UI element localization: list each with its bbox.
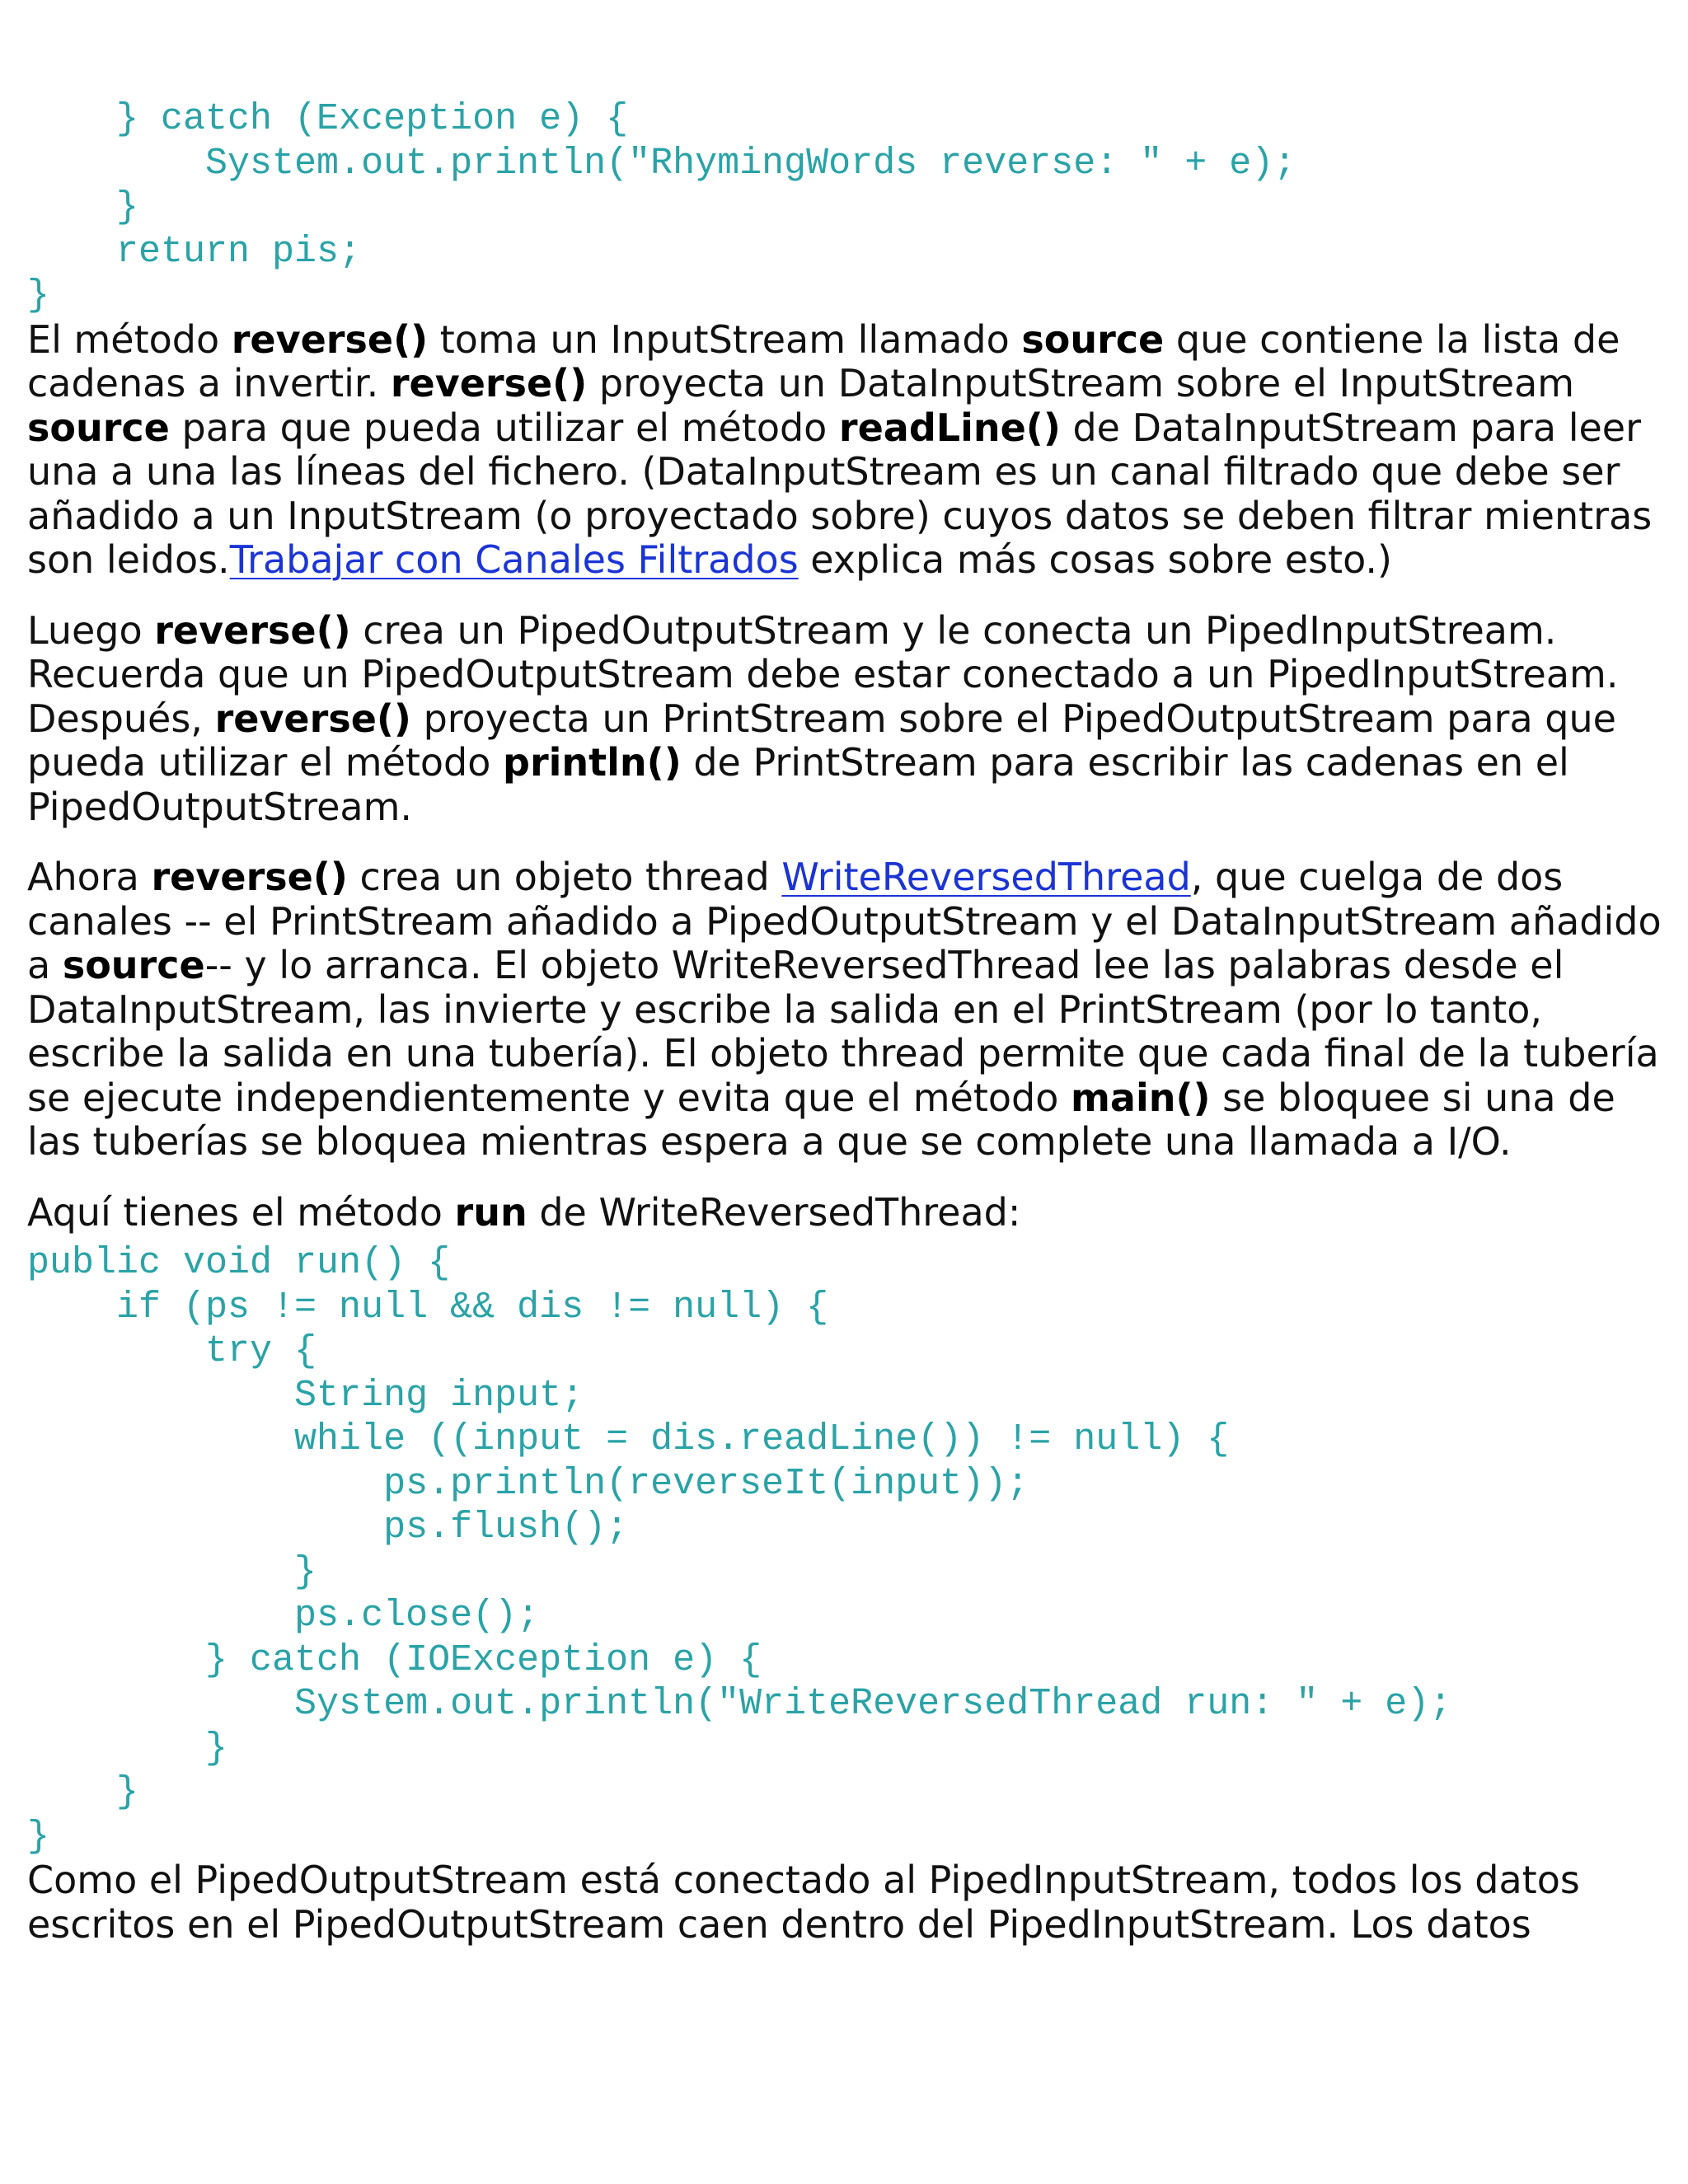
text: crea un PipedOutputStream y le conecta un PipedInputStream. Recuerda que un PipedOutputStream debe estar conectado a un PipedInputStream. Después, xyxy=(27,607,1619,741)
paragraph-thread xyxy=(27,855,1667,1165)
bold-term: source xyxy=(1021,316,1165,362)
code-line: ps.flush(); xyxy=(27,1507,629,1549)
text: Ahora xyxy=(27,855,152,899)
code-line: } xyxy=(27,1771,139,1813)
text: -- y lo arranca. El objeto WriteReversedThread lee las palabras desde el DataInputStream, las invierte y escribe la salida en el PrintStream (por lo tanto, escribe la salida en una tubería). El objeto thread permite que cada final de la tubería se ejecute independientemente y evita que el método xyxy=(27,943,1659,1120)
text: crea un objeto thread xyxy=(347,855,782,899)
text: proyecta un DataInputStream sobre el InputStream xyxy=(587,361,1575,405)
bold-term: source xyxy=(62,943,205,987)
text: de DataInputStream para leer una a una las líneas del fichero. (DataInputStream es un canal filtrado que debe ser añadido a un InputStream (o proyectado sobre) cuyos datos se deben filtrar mientras son leidos. xyxy=(27,405,1653,582)
text: proyecta un PrintStream sobre el PipedOutputStream para que pueda utilizar el método xyxy=(27,696,1616,785)
code-line: try { xyxy=(27,1330,317,1372)
paragraph-run-intro xyxy=(27,1191,1667,1235)
code-line: ps.println(reverseIt(input)); xyxy=(27,1462,1029,1505)
code-line: while ((input = dis.readLine()) != null) { xyxy=(27,1418,1230,1460)
text: El método xyxy=(27,316,232,362)
code-line: ps.close(); xyxy=(27,1595,540,1637)
text: se bloquee si una de las tuberías se bloquea mientras espera a que se complete una llamada a I/O. xyxy=(27,1075,1615,1164)
text: , que cuelga de dos canales -- el PrintStream añadido a PipedOutputStream y el DataInputStream añadido a xyxy=(27,855,1662,987)
code-line: } xyxy=(27,1815,50,1858)
link-write-reversed-thread[interactable]: WriteReversedThread xyxy=(781,855,1191,899)
bold-term: source xyxy=(27,405,170,450)
code-line: return pis; xyxy=(27,230,362,273)
document-page xyxy=(27,97,1667,1947)
code-line: } xyxy=(27,274,50,316)
text: de PrintStream para escribir las cadenas en el PipedOutputStream. xyxy=(27,740,1569,829)
bold-term: reverse() xyxy=(154,607,351,653)
code-line: System.out.println("WriteReversedThread run: " + e); xyxy=(27,1683,1452,1725)
code-line: if (ps != null && dis != null) { xyxy=(27,1286,829,1329)
paragraph-reverse-method xyxy=(27,318,1667,583)
paragraph-piped-data xyxy=(27,1858,1667,1947)
code-line: System.out.println("RhymingWords reverse: " + e); xyxy=(27,142,1296,185)
code-line: } xyxy=(27,1727,228,1769)
text: Aquí tienes el método xyxy=(27,1189,455,1235)
text: de WriteReversedThread: xyxy=(527,1189,1021,1235)
text: que contiene la lista de cadenas a invertir. xyxy=(27,316,1620,405)
bold-term: main() xyxy=(1071,1075,1211,1120)
bold-term: reverse() xyxy=(214,696,411,741)
code-line: public void run() { xyxy=(27,1242,451,1284)
text: Como el PipedOutputStream está conectado al PipedInputStream, todos los datos escritos en el PipedOutputStream caen dentro del PipedInputStream. Los datos xyxy=(27,1858,1580,1947)
bold-term: reverse() xyxy=(390,361,588,405)
code-block-reverse-end xyxy=(27,97,1667,318)
bold-term: readLine() xyxy=(838,405,1061,450)
code-line: } catch (IOException e) { xyxy=(27,1638,762,1681)
paragraph-piped-streams xyxy=(27,609,1667,830)
code-line: } catch (Exception e) { xyxy=(27,98,629,140)
code-block-run-method xyxy=(27,1241,1667,1858)
bold-term: reverse() xyxy=(231,316,429,362)
text: explica más cosas sobre esto.) xyxy=(798,537,1392,582)
bold-term: println() xyxy=(503,740,682,785)
link-canales-filtrados[interactable]: Trabajar con Canales Filtrados xyxy=(229,537,799,582)
code-line: String input; xyxy=(27,1374,584,1417)
code-line: } xyxy=(27,1550,317,1593)
code-line: } xyxy=(27,186,139,228)
text: toma un InputStream llamado xyxy=(428,316,1022,362)
text: para que pueda utilizar el método xyxy=(169,405,839,450)
text: Luego xyxy=(27,607,155,653)
bold-term: run xyxy=(454,1189,528,1235)
bold-term: reverse() xyxy=(151,855,348,899)
